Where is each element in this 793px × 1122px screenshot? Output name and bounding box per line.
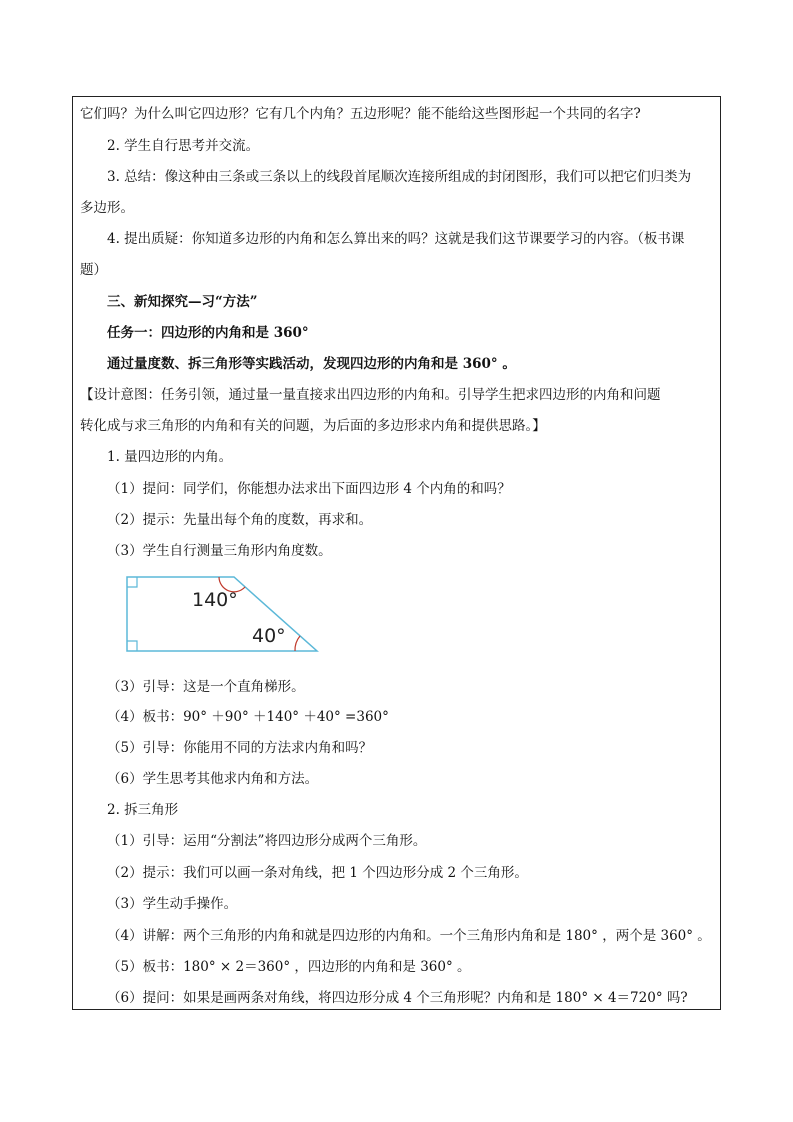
text-line: （4）板书：90° ＋90° ＋140° ＋40° =360° [107,709,389,725]
text-line: （3）引导：这是一个直角梯形。 [107,679,305,695]
text-line: （6）提问：如果是画两条对角线，将四边形分成 4 个三角形呢？内角和是 180° × 4＝720° 吗? [107,990,688,1006]
text-line: 它们吗？为什么叫它四边形？它有几个内角？五边形呢？能不能给这些图形起一个共同的名字? [80,106,641,122]
right-angle-mark-top [127,577,137,587]
text-line: （5）引导：你能用不同的方法求内角和吗？ [107,740,373,756]
text-line: （5）板书：180° × 2＝360° ，四边形的内角和是 360° 。 [107,959,471,975]
text-line: （3）学生动手操作。 [107,896,238,912]
task-heading: 任务一：四边形的内角和是 360° [107,325,309,341]
section-heading: 三、新知探究—习“方法” [107,294,258,310]
text-line: （2）提示：我们可以画一条对角线，把 1 个四边形分成 2 个三角形。 [107,865,528,881]
right-trapezoid-figure [124,574,324,656]
text-line: 题） [80,262,107,278]
text-line: （1）引导：运用“分割法”将四边形分成两个三角形。 [107,833,427,849]
angle-label-40: 40° [252,625,286,647]
text-line: （4）讲解：两个三角形的内角和就是四边形的内角和。一个三角形内角和是 180° ，两个是 360° 。 [107,928,711,944]
design-intent: 【设计意图：任务引领，通过量一量直接求出四边形的内角和。引导学生把求四边形的内角和问题 [80,387,661,403]
text-line: 4. 提出质疑：你知道多边形的内角和怎么算出来的吗？这就是我们这节课要学习的内容。（板书课 [107,231,685,247]
text-line: 1. 量四边形的内角。 [107,449,233,465]
angle-arc-40 [295,636,300,651]
text-line: （6）学生思考其他求内角和方法。 [107,771,319,787]
angle-label-140: 140° [192,589,238,611]
right-angle-mark-bottom [127,641,137,651]
text-line: （1）提问：同学们，你能想办法求出下面四边形 4 个内角的和吗？ [107,481,511,497]
task-goal: 通过量度数、拆三角形等实践活动，发现四边形的内角和是 360° 。 [107,356,516,372]
text-line: 多边形。 [80,200,134,216]
text-line: 3. 总结：像这种由三条或三条以上的线段首尾顺次连接所组成的封闭图形，我们可以把它们归类为 [107,169,692,185]
text-line: 2. 学生自行思考并交流。 [107,138,260,154]
design-intent: 转化成与求三角形的内角和有关的问题，为后面的多边形求内角和提供思路。】 [80,418,546,434]
text-line: （2）提示：先量出每个角的度数，再求和。 [107,512,373,528]
text-line: （3）学生自行测量三角形内角度数。 [107,543,332,559]
text-line: 2. 拆三角形 [107,802,179,818]
